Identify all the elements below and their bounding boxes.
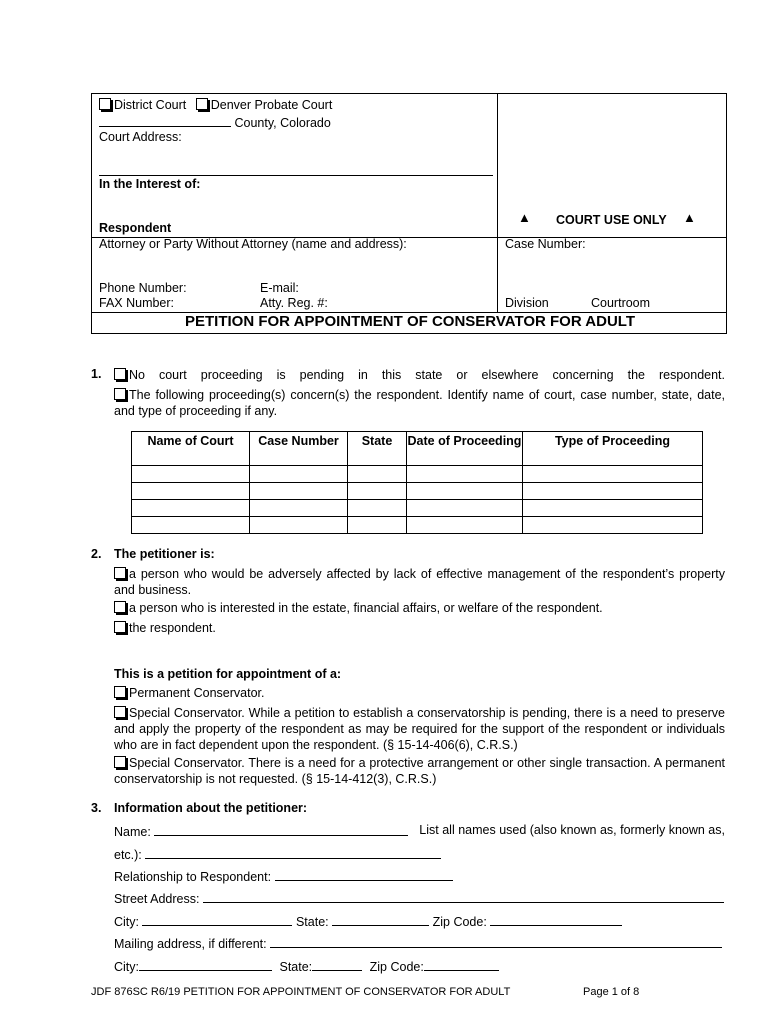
table-cell[interactable] bbox=[250, 500, 348, 517]
city-field[interactable] bbox=[142, 913, 292, 926]
county-line: County, Colorado bbox=[99, 114, 331, 130]
table-cell[interactable] bbox=[132, 466, 250, 483]
table-cell[interactable] bbox=[523, 483, 703, 500]
street-field[interactable] bbox=[203, 890, 724, 903]
court-use-only: COURT USE ONLY bbox=[556, 213, 667, 227]
section-1-number: 1. bbox=[91, 367, 102, 381]
col-name-of-court: Name of Court bbox=[132, 432, 250, 466]
relationship-row: Relationship to Respondent: bbox=[114, 868, 725, 884]
table-cell[interactable] bbox=[250, 466, 348, 483]
zip-field[interactable] bbox=[490, 913, 622, 926]
arrow-up-icon: ▲ bbox=[518, 210, 531, 225]
table-cell[interactable] bbox=[407, 500, 523, 517]
caption-divider bbox=[497, 93, 498, 312]
interested-checkbox[interactable] bbox=[114, 601, 126, 613]
mailing-city-state-zip-row: City: State: Zip Code: bbox=[114, 958, 725, 974]
district-court-checkbox[interactable] bbox=[99, 98, 111, 110]
table-cell[interactable] bbox=[132, 517, 250, 534]
arrow-up-icon: ▲ bbox=[683, 210, 696, 225]
table-cell[interactable] bbox=[407, 466, 523, 483]
mailing-field[interactable] bbox=[270, 935, 722, 948]
table-cell[interactable] bbox=[523, 466, 703, 483]
name-field[interactable] bbox=[154, 823, 408, 836]
table-cell[interactable] bbox=[132, 483, 250, 500]
interest-rule bbox=[99, 175, 493, 176]
petitioner-is-heading: The petitioner is: bbox=[114, 547, 215, 561]
section-3-number: 3. bbox=[91, 801, 102, 815]
mailing-zip-field[interactable] bbox=[424, 958, 499, 971]
table-cell[interactable] bbox=[348, 500, 407, 517]
petition-type-heading: This is a petition for appointment of a: bbox=[114, 667, 342, 681]
mailing-city-field[interactable] bbox=[139, 958, 272, 971]
table-row bbox=[132, 483, 703, 500]
respondent-label: Respondent bbox=[99, 221, 172, 235]
table-row bbox=[132, 517, 703, 534]
no-proceeding-option: No court proceeding is pending in this state or elsewhere concerning the respondent. bbox=[114, 367, 725, 383]
following-proceedings-checkbox[interactable] bbox=[114, 388, 126, 400]
aka-field[interactable] bbox=[145, 846, 441, 859]
affected-checkbox[interactable] bbox=[114, 567, 126, 579]
respondent-checkbox[interactable] bbox=[114, 621, 126, 633]
fax-label: FAX Number: bbox=[99, 296, 175, 310]
name-row: Name: List all names used (also known as, formerly known as, bbox=[114, 823, 725, 839]
special-pending-option: Special Conservator. While a petition to establish a conservatorship is pending, there is a need to preserve and apply the property of the respondent as may be required for the support of the respondent or individuals who are in fact dependent upon the respondent. (§ 15-14-406(6), C.R.S.) bbox=[114, 706, 725, 752]
county-field[interactable] bbox=[99, 114, 231, 127]
petitioner-option-respondent: the respondent. bbox=[114, 620, 725, 636]
phone-label: Phone Number: bbox=[99, 281, 187, 295]
attorney-label: Attorney or Party Without Attorney (name and address): bbox=[99, 237, 407, 251]
petitioner-info-heading: Information about the petitioner: bbox=[114, 801, 308, 815]
col-case-number: Case Number bbox=[250, 432, 348, 466]
table-cell[interactable] bbox=[523, 500, 703, 517]
table-cell[interactable] bbox=[407, 483, 523, 500]
state-field[interactable] bbox=[332, 913, 429, 926]
col-state: State bbox=[348, 432, 407, 466]
col-type: Type of Proceeding bbox=[523, 432, 703, 466]
special-single-option: Special Conservator. There is a need for a protective arrangement or other single transaction. A permanent conservatorship is not requested. (§ 15-14-412(3), C.R.S.) bbox=[114, 756, 725, 786]
atty-reg-label: Atty. Reg. #: bbox=[260, 296, 328, 310]
email-label: E-mail: bbox=[260, 281, 299, 295]
table-cell[interactable] bbox=[348, 466, 407, 483]
table-cell[interactable] bbox=[250, 483, 348, 500]
petitioner-option-interested: a person who is interested in the estate, financial affairs, or welfare of the respondent. bbox=[114, 600, 725, 616]
case-number-label: Case Number: bbox=[505, 237, 586, 251]
etc-row: etc.): bbox=[114, 846, 725, 862]
col-date: Date of Proceeding bbox=[407, 432, 523, 466]
table-cell[interactable] bbox=[348, 517, 407, 534]
permanent-checkbox[interactable] bbox=[114, 686, 126, 698]
denver-probate-checkbox[interactable] bbox=[196, 98, 208, 110]
page-title: PETITION FOR APPOINTMENT OF CONSERVATOR FOR ADULT bbox=[185, 313, 635, 330]
city-state-zip-row: City: State: Zip Code: bbox=[114, 913, 725, 929]
table-row bbox=[132, 500, 703, 517]
no-proceeding-checkbox[interactable] bbox=[114, 368, 126, 380]
street-row: Street Address: bbox=[114, 890, 725, 906]
permanent-option: Permanent Conservator. bbox=[114, 685, 725, 701]
table-cell[interactable] bbox=[523, 517, 703, 534]
page-number: Page 1 of 8 bbox=[583, 986, 640, 998]
relationship-field[interactable] bbox=[275, 868, 453, 881]
mailing-row: Mailing address, if different: bbox=[114, 935, 725, 951]
proceedings-table bbox=[131, 431, 703, 534]
petitioner-option-affected: a person who would be adversely affected by lack of effective management of the respondent’s property and business. bbox=[114, 567, 725, 597]
mailing-state-field[interactable] bbox=[312, 958, 362, 971]
court-type-options: District Court Denver Probate Court bbox=[99, 98, 332, 112]
section-2-number: 2. bbox=[91, 547, 102, 561]
special-pending-checkbox[interactable] bbox=[114, 706, 126, 718]
form-footer: JDF 876SC R6/19 PETITION FOR APPOINTMENT OF CONSERVATOR FOR ADULT bbox=[91, 986, 511, 998]
table-cell[interactable] bbox=[348, 483, 407, 500]
table-cell[interactable] bbox=[250, 517, 348, 534]
table-cell[interactable] bbox=[407, 517, 523, 534]
court-address-label: Court Address: bbox=[99, 130, 182, 144]
in-interest-label: In the Interest of: bbox=[99, 177, 201, 191]
division-label: Division bbox=[505, 296, 549, 310]
table-cell[interactable] bbox=[132, 500, 250, 517]
table-row bbox=[132, 466, 703, 483]
courtroom-label: Courtroom bbox=[591, 296, 651, 310]
special-single-checkbox[interactable] bbox=[114, 756, 126, 768]
following-proceedings-option: The following proceeding(s) concern(s) the respondent. Identify name of court, case number, state, date, and type of proceeding if any. bbox=[114, 388, 725, 418]
